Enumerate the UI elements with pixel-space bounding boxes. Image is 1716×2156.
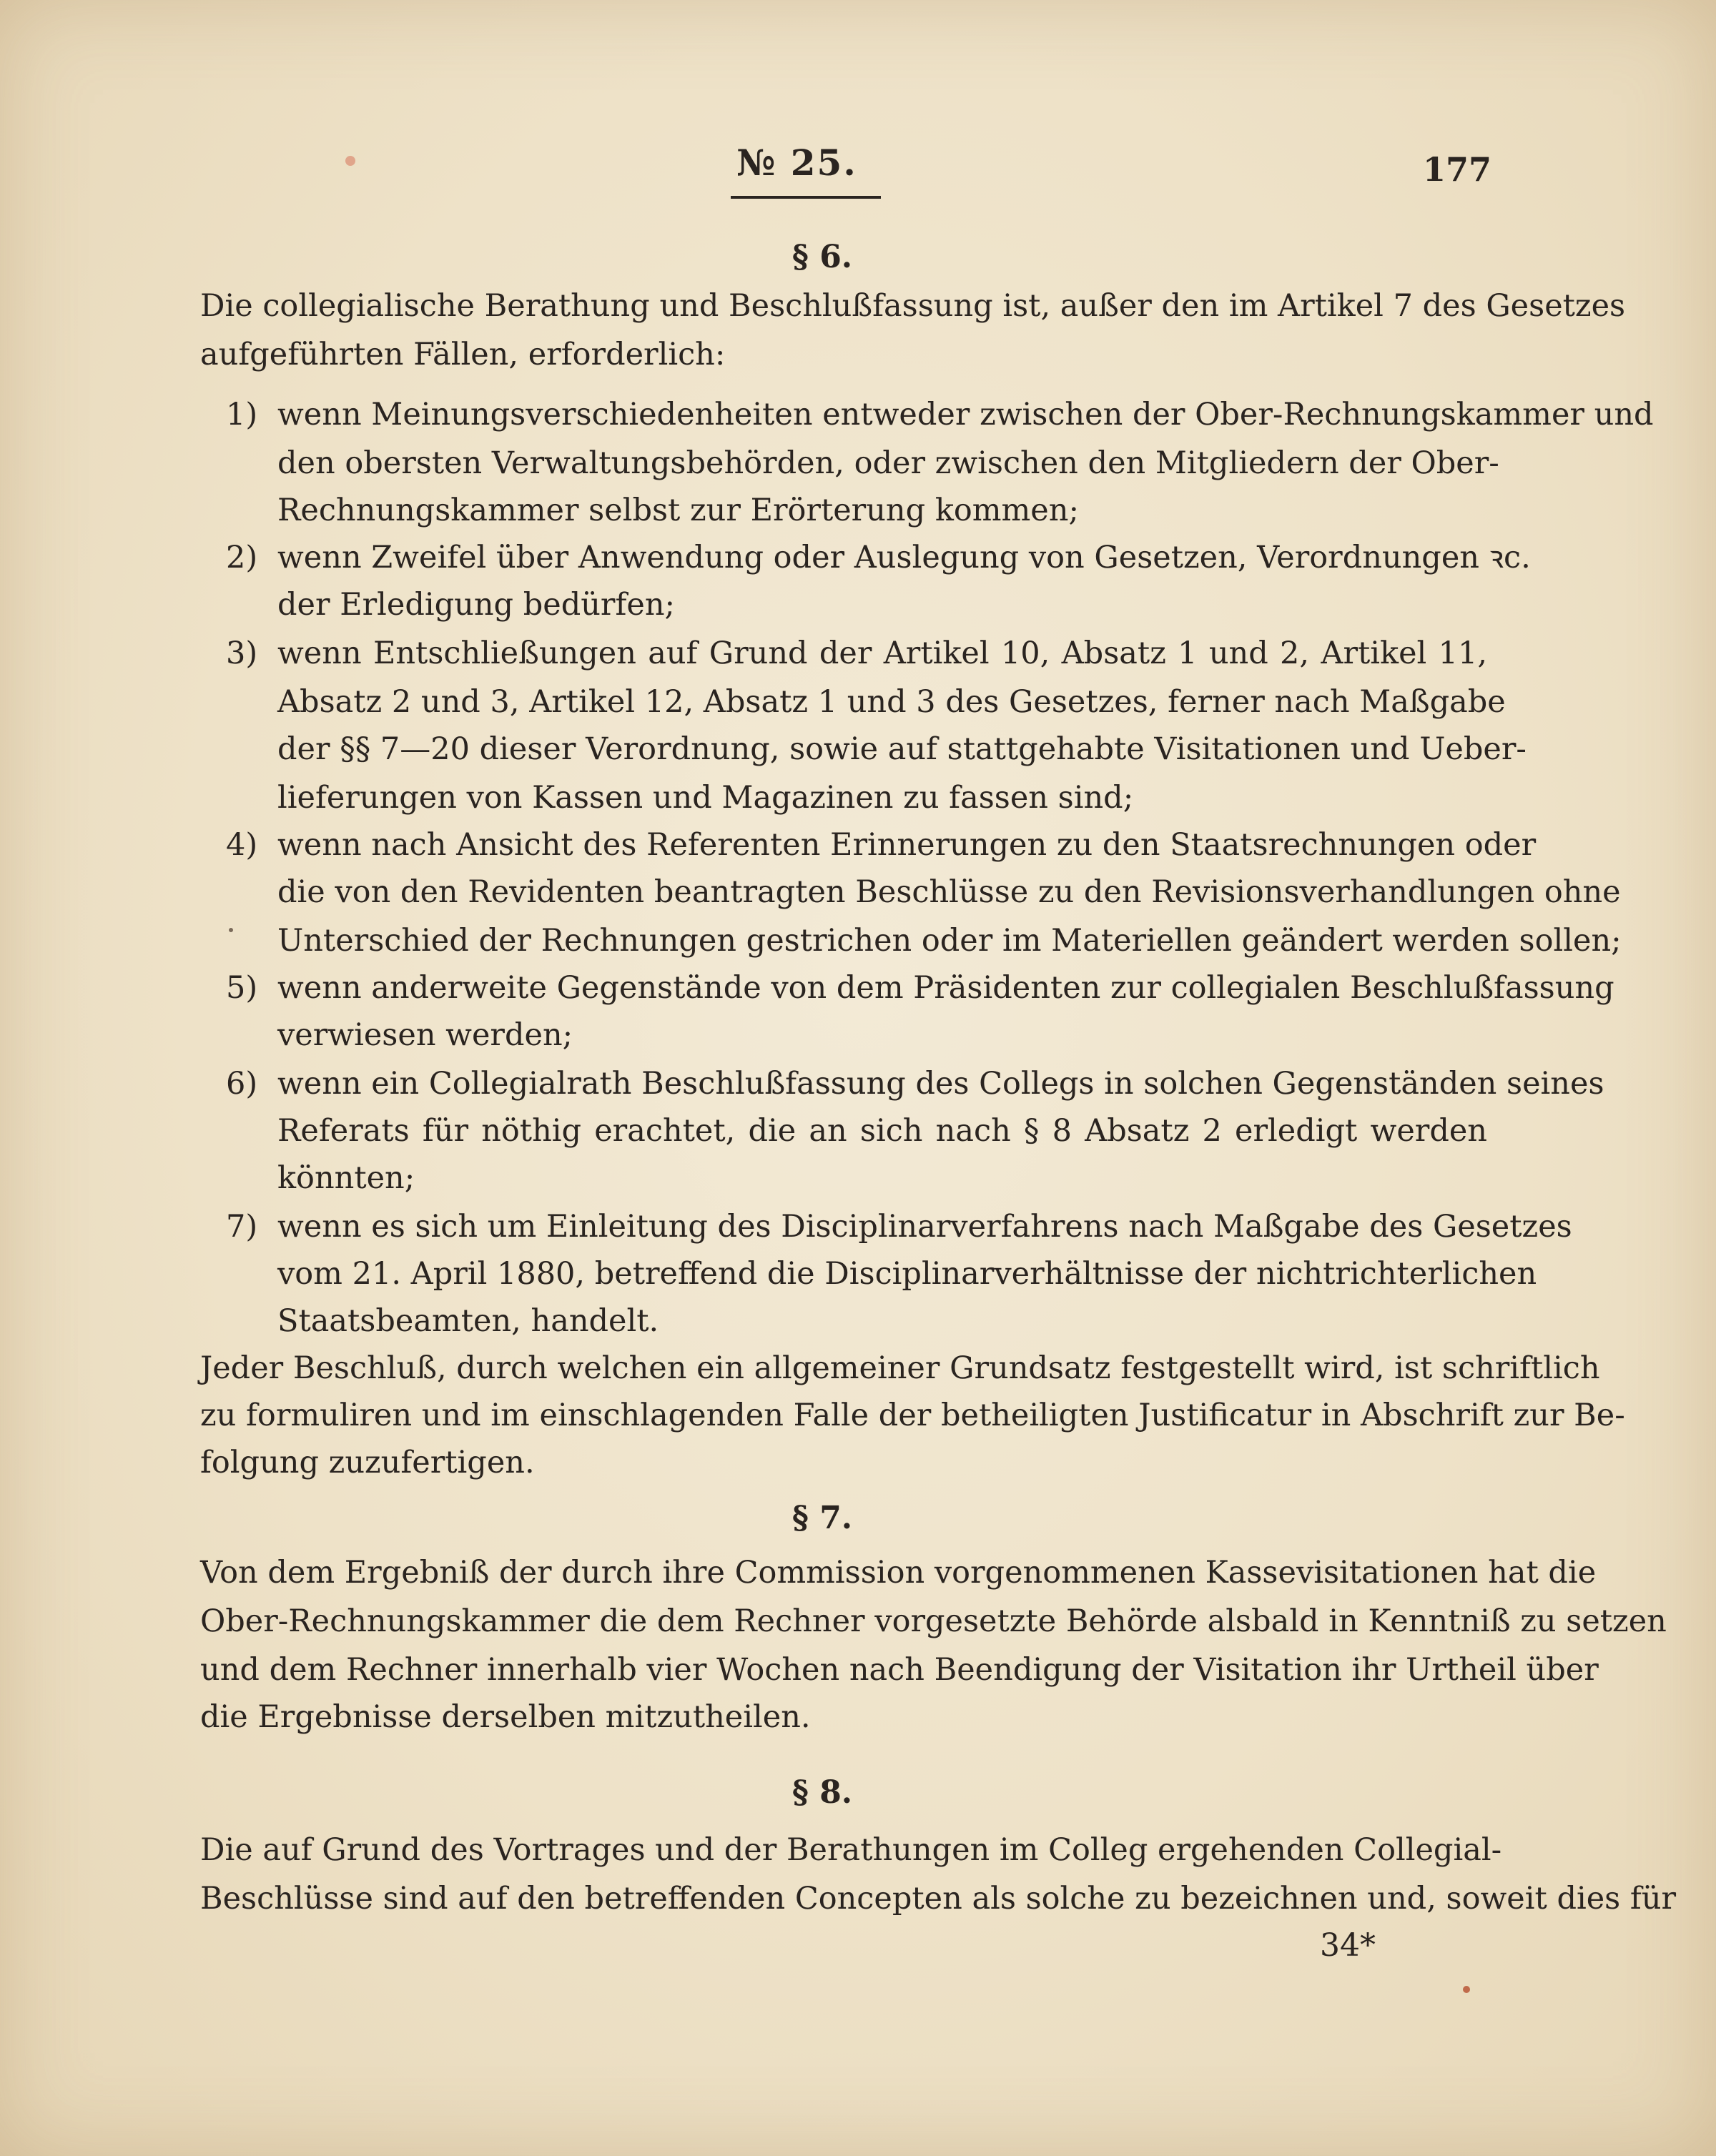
page-number: 177 — [1423, 150, 1492, 189]
list-item-line: wenn Meinungsverschiedenheiten entweder zwischen der Ober-Rechnungskammer und — [277, 397, 1654, 432]
paragraph-line: Die collegialische Berathung und Beschlußfassung ist, außer den im Artikel 7 des Gesetzes — [200, 288, 1626, 324]
list-item-line: könnten; — [277, 1160, 415, 1196]
list-item-line: Rechnungskammer selbst zur Erörterung kommen; — [277, 493, 1079, 528]
paragraph-line: und dem Rechner innerhalb vier Wochen nach Beendigung der Visitation ihr Urtheil über — [200, 1652, 1599, 1688]
list-item-number: 3) — [226, 636, 258, 671]
list-item-line: Staatsbeamten, handelt. — [277, 1303, 659, 1339]
section-heading-6: § 6. — [792, 239, 853, 275]
list-item-number: 7) — [226, 1209, 258, 1245]
list-item-line: der §§ 7—20 dieser Verordnung, sowie auf stattgehabte Visitationen und Ueber- — [277, 731, 1527, 767]
list-item-line: wenn ein Collegialrath Beschlußfassung des Collegs in solchen Gegenständen seines — [277, 1066, 1604, 1102]
paragraph-line: Von dem Ergebniß der durch ihre Commission vorgenommenen Kassevisitationen hat die — [200, 1555, 1597, 1591]
list-item-number: 1) — [226, 397, 258, 432]
list-item-line: Absatz 2 und 3, Artikel 12, Absatz 1 und 3 des Gesetzes, ferner nach Maßgabe — [277, 684, 1506, 720]
list-item-line: lieferungen von Kassen und Magazinen zu fassen sind; — [277, 780, 1134, 816]
paper-stain — [1463, 1986, 1470, 1993]
paper-stain — [229, 928, 233, 932]
list-item-line: Referats für nöthig erachtet, die an sich nach § 8 Absatz 2 erledigt werden — [277, 1113, 1487, 1149]
paragraph-line: Beschlüsse sind auf den betreffenden Concepten als solche zu bezeichnen und, soweit dies für — [200, 1881, 1677, 1917]
paragraph-line: Jeder Beschluß, durch welchen ein allgemeiner Grundsatz festgestellt wird, ist schriftlich — [200, 1350, 1600, 1386]
issue-number: № 25. — [736, 142, 857, 184]
list-item-line: wenn anderweite Gegenstände von dem Präsidenten zur collegialen Beschlußfassung — [277, 970, 1614, 1006]
paragraph-line: die Ergebnisse derselben mitzutheilen. — [200, 1699, 811, 1735]
list-item-number: 2) — [226, 540, 258, 575]
header-rule — [731, 196, 881, 199]
list-item-line: vom 21. April 1880, betreffend die Disciplinarverhältnisse der nichtrichterlichen — [277, 1256, 1537, 1292]
paragraph-line: folgung zuzufertigen. — [200, 1445, 535, 1480]
signature-mark: 34* — [1320, 1927, 1376, 1964]
list-item-line: wenn es sich um Einleitung des Disciplinarverfahrens nach Maßgabe des Gesetzes — [277, 1209, 1572, 1245]
list-item-line: die von den Revidenten beantragten Beschlüsse zu den Revisionsverhandlungen ohne — [277, 874, 1621, 910]
list-item-line: wenn Zweifel über Anwendung oder Auslegung von Gesetzen, Verordnungen ꝛc. — [277, 540, 1531, 575]
paper-stain — [345, 156, 355, 166]
list-item-line: wenn nach Ansicht des Referenten Erinnerungen zu den Staatsrechnungen oder — [277, 827, 1537, 863]
paragraph-line: zu formuliren und im einschlagenden Falle der betheiligten Justificatur in Abschrift zur Be- — [200, 1398, 1625, 1433]
list-item-line: verwiesen werden; — [277, 1017, 573, 1053]
list-item-line: Unterschied der Rechnungen gestrichen oder im Materiellen geändert werden sollen; — [277, 923, 1622, 959]
section-heading-8: § 8. — [792, 1774, 853, 1811]
list-item-number: 5) — [226, 970, 258, 1006]
paragraph-line: Die auf Grund des Vortrages und der Berathungen im Colleg ergehenden Collegial- — [200, 1832, 1502, 1868]
list-item-line: wenn Entschließungen auf Grund der Artikel 10, Absatz 1 und 2, Artikel 11, — [277, 636, 1487, 671]
paragraph-line: Ober-Rechnungskammer die dem Rechner vorgesetzte Behörde alsbald in Kenntniß zu setzen — [200, 1603, 1667, 1639]
paragraph-line: aufgeführten Fällen, erforderlich: — [200, 337, 726, 372]
section-heading-7: § 7. — [792, 1500, 853, 1536]
list-item-number: 6) — [226, 1066, 258, 1102]
list-item-line: den obersten Verwaltungsbehörden, oder zwischen den Mitgliedern der Ober- — [277, 445, 1499, 481]
list-item-number: 4) — [226, 827, 258, 863]
list-item-line: der Erledigung bedürfen; — [277, 587, 676, 623]
